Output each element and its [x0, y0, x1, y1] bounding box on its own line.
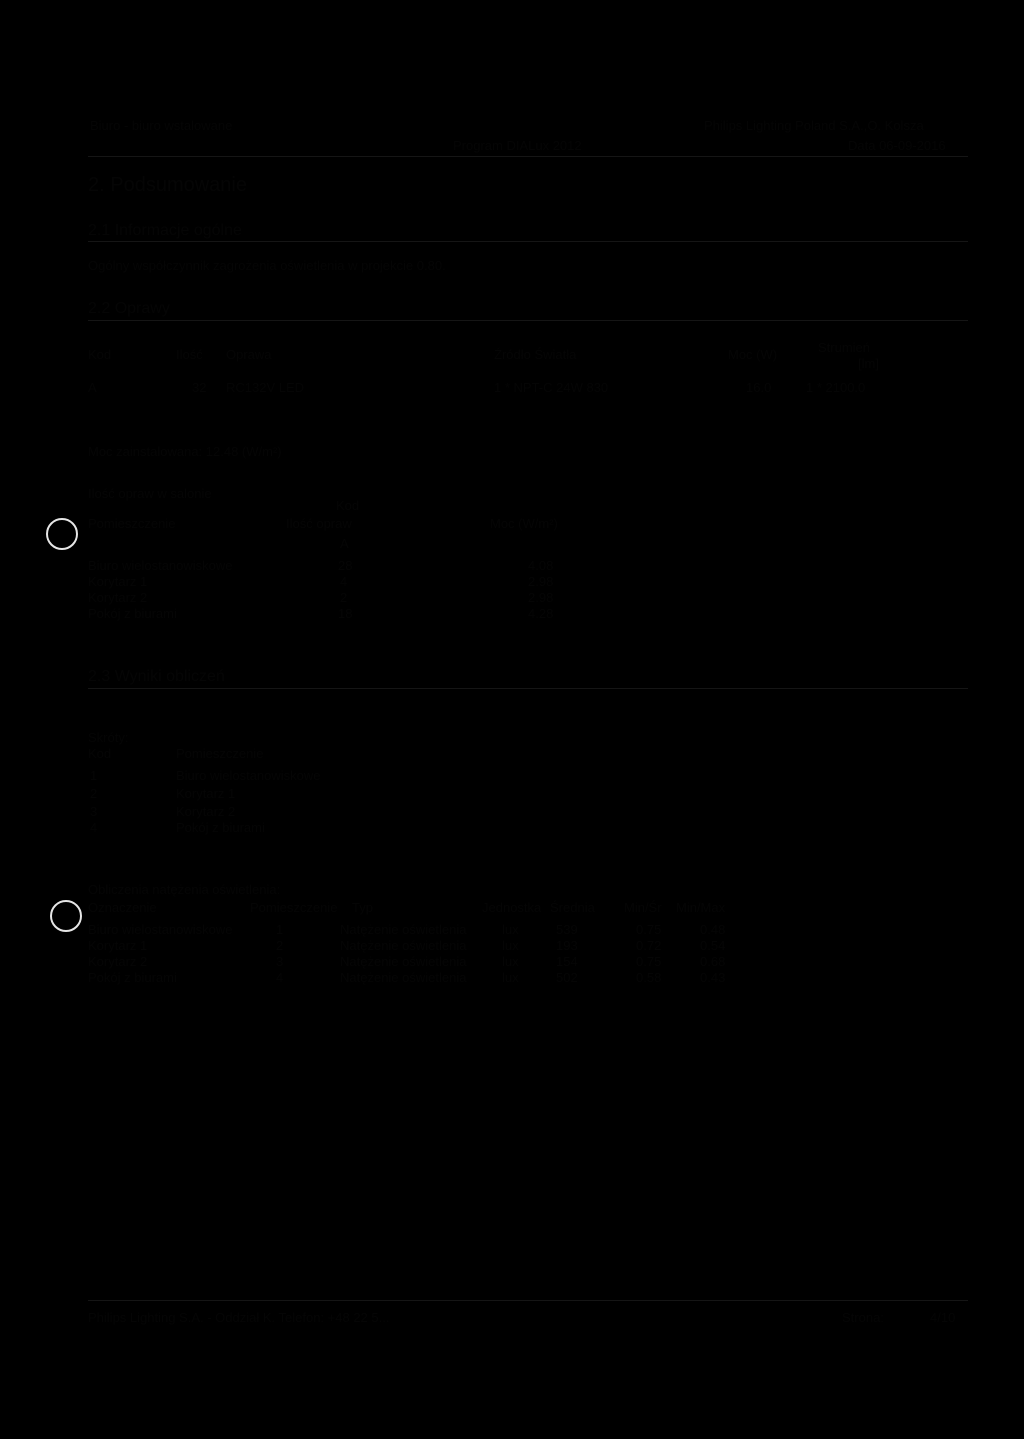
res-row-jed: lux [502, 922, 519, 937]
footer-page-number: 4/10 [930, 1310, 956, 1325]
s22-rule [88, 320, 968, 321]
s21-rule [88, 241, 968, 242]
sub-col-kod: Ilość opraw [286, 516, 352, 531]
sub-row-count: 2 [340, 590, 348, 605]
s23-title: 2.3 Wyniki obliczeń [88, 668, 225, 685]
legend-kod: 4 [90, 820, 98, 835]
sub-row-value: 2.98 [528, 590, 554, 605]
res-row-typ: Natężenie oświetlenia [340, 922, 467, 937]
sub-row-name: Korytarz 2 [88, 590, 148, 605]
section-title: 2. Podsumowanie [88, 174, 247, 196]
res-row-sr: 539 [556, 922, 578, 937]
sub-row-value: 4.28 [528, 606, 554, 621]
legend-name: Korytarz 2 [176, 804, 236, 819]
col-ilosc: Ilość [176, 347, 203, 362]
s21-title: 2.1 Informacje ogólne [88, 222, 242, 239]
res-col-srednia: Średnia [550, 900, 595, 915]
legend-name: Korytarz 1 [176, 786, 236, 801]
res-row-pom: 3 [276, 954, 284, 969]
col-oprawa: Oprawa [226, 347, 272, 362]
col-moc: Moc (W) [728, 347, 778, 362]
legend-kod: 2 [90, 786, 98, 801]
res-row-typ: Natężenie oświetlenia [340, 938, 467, 953]
luminaire-zrodlo: 1 * NPT-C 24W 830 [494, 380, 609, 395]
res-row-min-max: 0.54 [700, 938, 726, 953]
legend-name: Pokój z biurami [176, 820, 265, 835]
luminaire-oprawa: RC132V LED [226, 380, 305, 395]
sub-row-name: Pokój z biurami [88, 606, 177, 621]
sub-row-value: 2.98 [528, 574, 554, 589]
sub-row-count: 4 [340, 574, 348, 589]
sub-row-count: 18 [338, 606, 353, 621]
res-row-min-max: 0.43 [700, 970, 726, 985]
res-row-sr: 502 [556, 970, 578, 985]
footer-rule [88, 1300, 968, 1301]
footer-page-label: Strona: [842, 1310, 884, 1325]
res-row-min-sr: 0.75 [636, 954, 662, 969]
res-row-sr: 193 [556, 938, 578, 953]
sub-row-name: Biuro wielostanowiskowe [88, 558, 233, 573]
sub-row-value: 4.08 [528, 558, 554, 573]
res-row-oznaczenie: Korytarz 2 [88, 954, 148, 969]
res-row-jed: lux [502, 970, 519, 985]
res-row-pom: 4 [276, 970, 284, 985]
res-row-oznaczenie: Korytarz 1 [88, 938, 148, 953]
legend-kod: 1 [90, 768, 98, 783]
legend-col-kod: Kod [88, 746, 112, 761]
res-col-typ: Typ [352, 900, 373, 915]
res-col-min-max: Min/Max [676, 900, 726, 915]
res-row-min-max: 0.48 [700, 922, 726, 937]
res-row-min-sr: 0.72 [636, 938, 662, 953]
col-strumien-unit: [lm] [858, 356, 879, 371]
sub-col-name: Pomieszczenie [88, 516, 176, 531]
res-row-jed: lux [502, 938, 519, 953]
res-col-pomieszczenie: Pomieszczenie [250, 900, 338, 915]
res-row-min-max: 0.68 [700, 954, 726, 969]
header-project: Biuro - biuro wstalowane [90, 118, 233, 133]
header-program: Program DIALux 2012 [453, 138, 582, 153]
res-col-oznaczenie: Oznaczenie [88, 900, 157, 915]
sub-col-value: Moc (W/m²) [490, 516, 558, 531]
res-row-pom: 1 [276, 922, 284, 937]
sub-col-kod-top: Kod [336, 498, 360, 513]
punch-hole-icon [50, 900, 82, 932]
res-row-jed: lux [502, 954, 519, 969]
sub-col-kod-letter: A [340, 536, 349, 551]
luminaire-moc: 16.0 [746, 380, 772, 395]
s22-title: 2.2 Oprawy [88, 300, 170, 317]
legend-name: Biuro wielostanowiskowe [176, 768, 321, 783]
res-row-sr: 154 [556, 954, 578, 969]
sub-row-count: 28 [338, 558, 353, 573]
res-row-min-sr: 0.58 [636, 970, 662, 985]
sub-row-name: Korytarz 1 [88, 574, 148, 589]
res-row-oznaczenie: Biuro wielostanowiskowe [88, 922, 233, 937]
res-row-typ: Natężenie oświetlenia [340, 954, 467, 969]
header-date: Data 06-09-2016 [848, 138, 946, 153]
col-kod: Kod [88, 347, 112, 362]
col-zrodlo: Źródło Światła [494, 347, 577, 362]
s21-text: Ogólny współczynnik zagrożenia oświetlenia w projekcie 0.80. [88, 258, 446, 273]
col-strumien: Strumień [818, 340, 871, 355]
res-row-typ: Natężenie oświetlenia [340, 970, 467, 985]
power-installed: Moc zainstalowana: 12.48 (W/m²) [88, 444, 282, 459]
res-col-min-sr: Min/Śr [624, 900, 662, 915]
res-row-oznaczenie: Pokój z biurami [88, 970, 177, 985]
punch-hole-icon [46, 518, 78, 550]
s23-rule [88, 688, 968, 689]
legend-col-name: Pomieszczenie [176, 746, 264, 761]
footer-company: Philips Lighting S.A. - Oddział K. Telefon: +48 22 5... [88, 1310, 390, 1325]
res-col-jednostka: Jednostka [482, 900, 542, 915]
results-title: Obliczenia natężenia oświetlenia: [88, 882, 281, 897]
res-row-min-sr: 0.75 [636, 922, 662, 937]
count-table-title: Ilość opraw w salonie [88, 486, 212, 501]
res-row-pom: 2 [276, 938, 284, 953]
legend-title: Skróty: [88, 730, 129, 745]
luminaire-ilosc: 32 [192, 380, 207, 395]
legend-kod: 3 [90, 804, 98, 819]
header-rule [88, 156, 968, 157]
luminaire-strumien: 1 * 2100.0 [806, 380, 866, 395]
header-company: Philips Lighting Poland S.A.,O. Kolsza [704, 118, 924, 133]
luminaire-kod: A [88, 380, 97, 395]
